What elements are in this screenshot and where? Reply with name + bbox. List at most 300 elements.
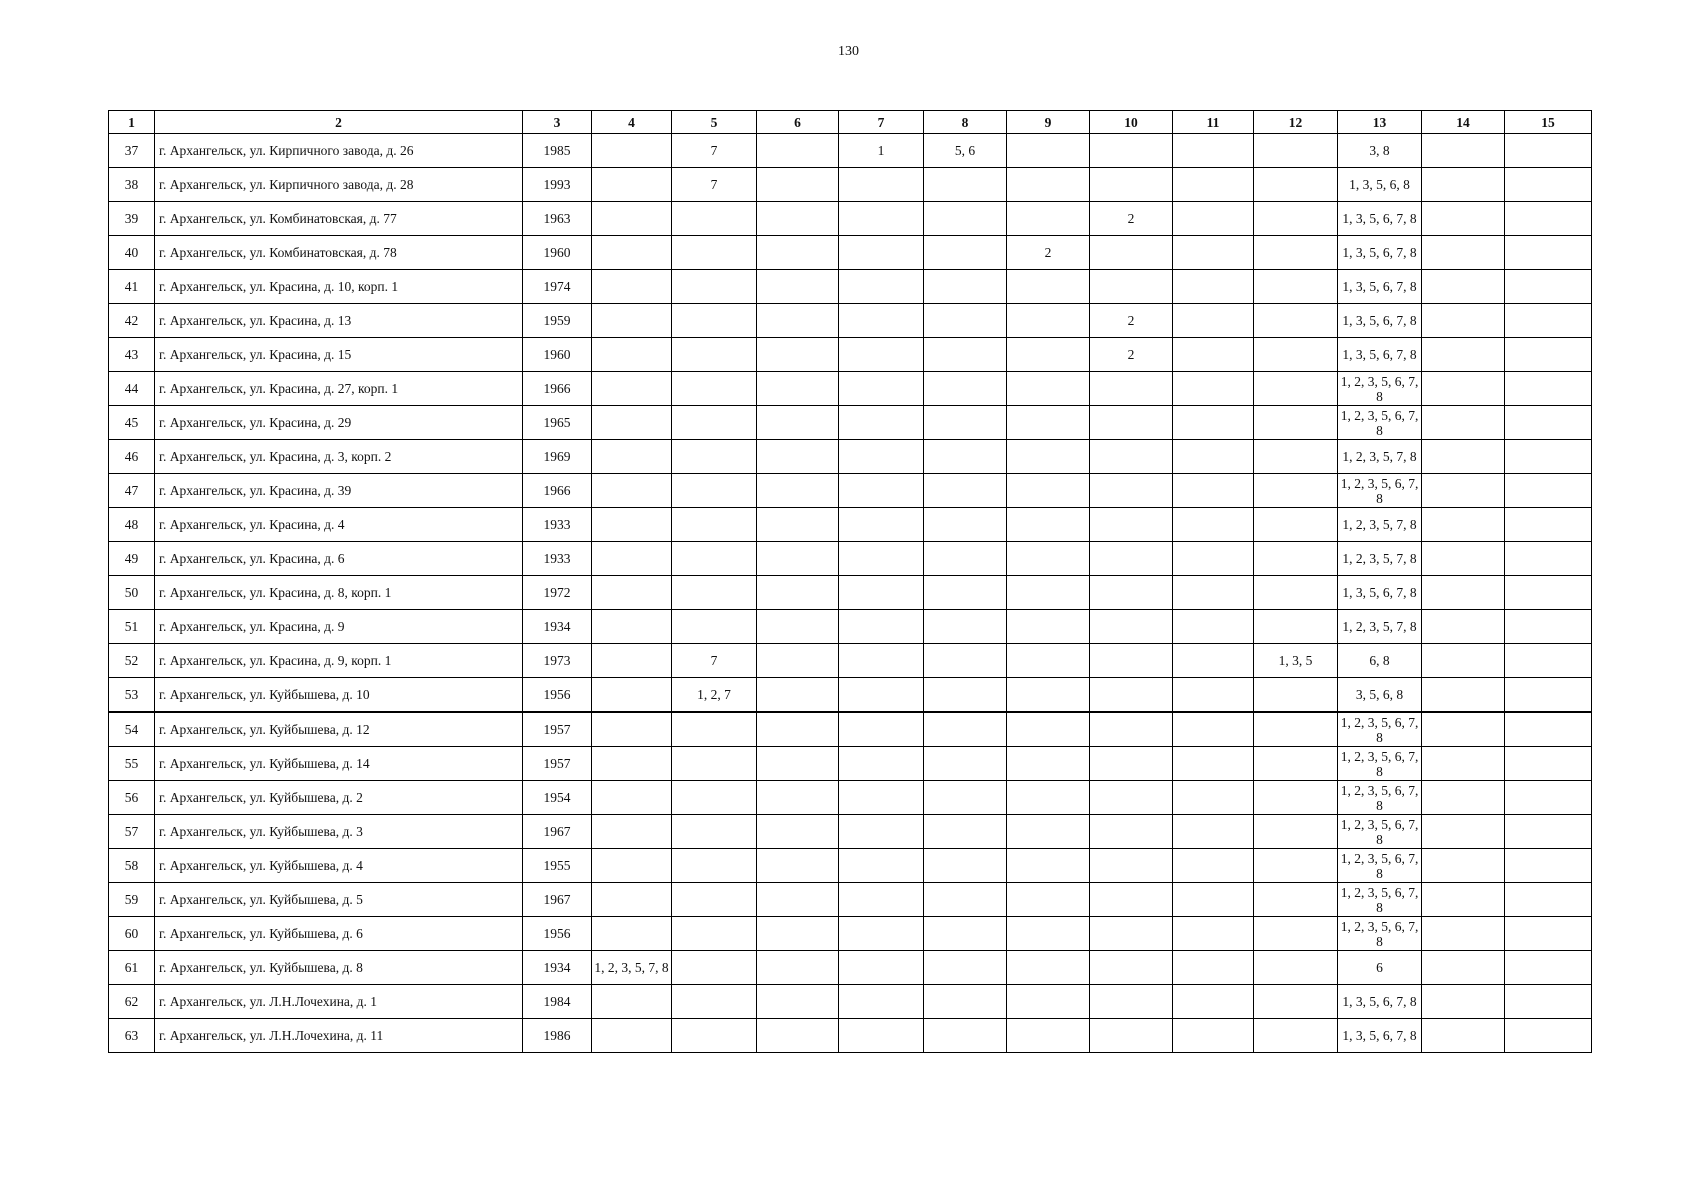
table-cell xyxy=(1007,202,1090,236)
table-cell: 3, 8 xyxy=(1338,134,1422,168)
header-cell: 1 xyxy=(109,111,155,134)
table-cell xyxy=(1090,951,1173,985)
table-cell xyxy=(1422,712,1505,747)
table-cell xyxy=(757,781,839,815)
table-cell xyxy=(1505,815,1592,849)
table-cell xyxy=(1254,951,1338,985)
table-cell xyxy=(757,849,839,883)
table-cell xyxy=(1090,508,1173,542)
table-cell: 48 xyxy=(109,508,155,542)
table-cell xyxy=(1422,508,1505,542)
table-cell xyxy=(1173,1019,1254,1053)
table-cell xyxy=(839,202,924,236)
table-row xyxy=(109,168,1592,202)
table-cell: 1966 xyxy=(523,474,592,508)
table-cell: 1, 2, 7 xyxy=(672,678,757,713)
table-cell: г. Архангельск, ул. Красина, д. 10, корп. 1 xyxy=(155,270,523,304)
table-cell xyxy=(757,747,839,781)
table-cell: 1934 xyxy=(523,610,592,644)
table-cell xyxy=(1505,678,1592,713)
table-cell xyxy=(1173,747,1254,781)
table-cell: г. Архангельск, ул. Комбинатовская, д. 77 xyxy=(155,202,523,236)
table-cell: 1, 3, 5, 6, 7, 8 xyxy=(1338,338,1422,372)
table-cell xyxy=(672,815,757,849)
table-cell: 7 xyxy=(672,644,757,678)
table-row xyxy=(109,712,1592,747)
table-cell xyxy=(1007,406,1090,440)
table-cell xyxy=(924,1019,1007,1053)
header-cell: 12 xyxy=(1254,111,1338,134)
table-cell xyxy=(1007,610,1090,644)
table-row xyxy=(109,849,1592,883)
header-cell: 14 xyxy=(1422,111,1505,134)
table-cell: 1, 2, 3, 5, 6, 7, 8 xyxy=(1338,883,1422,917)
table-cell: 1985 xyxy=(523,134,592,168)
table-cell: 1984 xyxy=(523,985,592,1019)
table-cell: 1, 3, 5, 6, 8 xyxy=(1338,168,1422,202)
table-cell xyxy=(1422,474,1505,508)
table-cell xyxy=(592,406,672,440)
table-cell xyxy=(1090,883,1173,917)
table-cell xyxy=(757,985,839,1019)
table-cell xyxy=(592,747,672,781)
table-cell: 1972 xyxy=(523,576,592,610)
table-cell xyxy=(924,542,1007,576)
table-cell xyxy=(1090,576,1173,610)
table-cell: 1967 xyxy=(523,815,592,849)
table-cell: 1959 xyxy=(523,304,592,338)
table-cell xyxy=(839,610,924,644)
table-cell: 62 xyxy=(109,985,155,1019)
table-cell xyxy=(757,1019,839,1053)
header-cell: 8 xyxy=(924,111,1007,134)
table-cell xyxy=(672,985,757,1019)
table-cell: 42 xyxy=(109,304,155,338)
table-cell xyxy=(1254,747,1338,781)
table-cell xyxy=(592,202,672,236)
table-cell xyxy=(839,236,924,270)
table-cell xyxy=(1422,440,1505,474)
table-cell: 45 xyxy=(109,406,155,440)
table-cell xyxy=(1505,917,1592,951)
table-cell xyxy=(1254,236,1338,270)
table-cell xyxy=(757,134,839,168)
table-cell: 1934 xyxy=(523,951,592,985)
table-cell xyxy=(839,542,924,576)
table-cell xyxy=(1505,372,1592,406)
table-cell xyxy=(1090,270,1173,304)
table-cell xyxy=(924,474,1007,508)
table-cell xyxy=(1422,270,1505,304)
table-cell xyxy=(1254,849,1338,883)
table-cell xyxy=(1505,576,1592,610)
table-cell xyxy=(592,508,672,542)
table-row xyxy=(109,1019,1592,1053)
table-cell xyxy=(1505,508,1592,542)
table-cell: г. Архангельск, ул. Л.Н.Лочехина, д. 11 xyxy=(155,1019,523,1053)
table-cell xyxy=(672,236,757,270)
table-cell xyxy=(672,951,757,985)
table-cell xyxy=(1173,202,1254,236)
table-cell xyxy=(839,508,924,542)
table-cell xyxy=(1007,985,1090,1019)
table-cell xyxy=(592,712,672,747)
table-cell xyxy=(592,542,672,576)
table-cell xyxy=(1173,270,1254,304)
table-cell xyxy=(1090,747,1173,781)
table-row xyxy=(109,644,1592,678)
table-cell: 56 xyxy=(109,781,155,815)
table-cell xyxy=(1422,1019,1505,1053)
table-cell: 57 xyxy=(109,815,155,849)
header-cell: 6 xyxy=(757,111,839,134)
table-cell xyxy=(924,168,1007,202)
table-cell xyxy=(757,236,839,270)
table-cell xyxy=(924,508,1007,542)
table-cell xyxy=(1254,304,1338,338)
table-cell xyxy=(672,440,757,474)
table-cell: 6 xyxy=(1338,951,1422,985)
table-cell xyxy=(1422,304,1505,338)
table-cell xyxy=(1505,610,1592,644)
table-cell: 1960 xyxy=(523,236,592,270)
table-cell xyxy=(1173,508,1254,542)
table-cell xyxy=(672,917,757,951)
table-cell xyxy=(924,304,1007,338)
header-cell: 11 xyxy=(1173,111,1254,134)
table-cell xyxy=(924,917,1007,951)
table-cell: г. Архангельск, ул. Комбинатовская, д. 78 xyxy=(155,236,523,270)
table-cell: г. Архангельск, ул. Куйбышева, д. 8 xyxy=(155,951,523,985)
table-cell: 1, 2, 3, 5, 6, 7, 8 xyxy=(1338,474,1422,508)
table-cell xyxy=(1007,951,1090,985)
table-cell: 2 xyxy=(1090,202,1173,236)
table-cell xyxy=(924,849,1007,883)
table-cell xyxy=(839,644,924,678)
table-cell: г. Архангельск, ул. Красина, д. 9, корп. 1 xyxy=(155,644,523,678)
table-cell xyxy=(1505,849,1592,883)
table-cell: 60 xyxy=(109,917,155,951)
table-cell xyxy=(1090,1019,1173,1053)
table-cell xyxy=(1007,1019,1090,1053)
table-cell xyxy=(1173,849,1254,883)
table-row xyxy=(109,236,1592,270)
table-cell xyxy=(757,270,839,304)
table-cell xyxy=(1090,849,1173,883)
table-cell xyxy=(1007,168,1090,202)
table-cell xyxy=(1422,883,1505,917)
table-cell xyxy=(924,202,1007,236)
table-row xyxy=(109,542,1592,576)
header-cell: 3 xyxy=(523,111,592,134)
table-cell: 63 xyxy=(109,1019,155,1053)
table-cell xyxy=(924,236,1007,270)
table-cell xyxy=(592,576,672,610)
table-cell: 2 xyxy=(1090,304,1173,338)
table-cell: 1957 xyxy=(523,712,592,747)
table-cell xyxy=(757,168,839,202)
table-cell xyxy=(757,542,839,576)
table-row xyxy=(109,678,1592,713)
table-cell: г. Архангельск, ул. Куйбышева, д. 5 xyxy=(155,883,523,917)
table-cell xyxy=(1007,474,1090,508)
table-cell xyxy=(592,781,672,815)
table-cell xyxy=(1422,576,1505,610)
table-cell xyxy=(924,985,1007,1019)
table-cell xyxy=(592,644,672,678)
table-cell xyxy=(592,270,672,304)
table-cell: 1, 3, 5 xyxy=(1254,644,1338,678)
table-cell xyxy=(757,610,839,644)
table-cell xyxy=(592,168,672,202)
table-cell xyxy=(839,168,924,202)
table-cell: 1956 xyxy=(523,917,592,951)
table-cell xyxy=(1422,849,1505,883)
table-cell xyxy=(1254,1019,1338,1053)
table-cell: 37 xyxy=(109,134,155,168)
table-cell xyxy=(1505,712,1592,747)
table-cell: 49 xyxy=(109,542,155,576)
table-cell: 1, 2, 3, 5, 6, 7, 8 xyxy=(1338,406,1422,440)
table-cell: г. Архангельск, ул. Куйбышева, д. 10 xyxy=(155,678,523,713)
table-cell xyxy=(1090,781,1173,815)
table-cell: 44 xyxy=(109,372,155,406)
table-cell xyxy=(1254,338,1338,372)
table-cell xyxy=(1090,372,1173,406)
table-cell xyxy=(1254,678,1338,713)
table-cell xyxy=(592,985,672,1019)
table-row xyxy=(109,747,1592,781)
table-cell xyxy=(757,815,839,849)
table-cell: 54 xyxy=(109,712,155,747)
table-cell xyxy=(839,883,924,917)
table-cell: 1954 xyxy=(523,781,592,815)
table-cell xyxy=(672,270,757,304)
table-cell xyxy=(672,508,757,542)
table-cell xyxy=(924,338,1007,372)
table-cell xyxy=(839,576,924,610)
table-cell xyxy=(1254,985,1338,1019)
table-cell xyxy=(592,815,672,849)
header-cell: 9 xyxy=(1007,111,1090,134)
table-cell: г. Архангельск, ул. Красина, д. 15 xyxy=(155,338,523,372)
table-cell xyxy=(757,917,839,951)
table-cell xyxy=(839,917,924,951)
table-cell xyxy=(1173,372,1254,406)
table-cell xyxy=(757,951,839,985)
header-cell: 4 xyxy=(592,111,672,134)
table-cell xyxy=(757,474,839,508)
table-cell xyxy=(592,917,672,951)
table-cell xyxy=(1007,678,1090,713)
table-cell xyxy=(1422,134,1505,168)
table-cell xyxy=(592,440,672,474)
table-cell xyxy=(924,270,1007,304)
table-cell xyxy=(1090,678,1173,713)
table-cell xyxy=(1422,542,1505,576)
table-row xyxy=(109,304,1592,338)
table-cell: г. Архангельск, ул. Л.Н.Лочехина, д. 1 xyxy=(155,985,523,1019)
table-cell xyxy=(757,712,839,747)
table-cell: 1965 xyxy=(523,406,592,440)
table-cell: 1933 xyxy=(523,508,592,542)
table-cell xyxy=(1173,985,1254,1019)
table-cell xyxy=(1505,440,1592,474)
table-cell xyxy=(1007,815,1090,849)
table-cell: 46 xyxy=(109,440,155,474)
table-cell xyxy=(592,883,672,917)
table-cell xyxy=(1007,712,1090,747)
table-cell xyxy=(1173,644,1254,678)
table-cell xyxy=(1007,372,1090,406)
table-cell xyxy=(1090,610,1173,644)
table-cell: г. Архангельск, ул. Красина, д. 13 xyxy=(155,304,523,338)
table-cell xyxy=(1422,406,1505,440)
table-cell xyxy=(1007,338,1090,372)
table-cell xyxy=(1007,917,1090,951)
table-cell: 1986 xyxy=(523,1019,592,1053)
table-cell: 1, 3, 5, 6, 7, 8 xyxy=(1338,236,1422,270)
table-cell xyxy=(924,883,1007,917)
page-number: 130 xyxy=(838,44,859,59)
table-cell: 1933 xyxy=(523,542,592,576)
table-cell xyxy=(1090,406,1173,440)
table-cell xyxy=(924,747,1007,781)
table-cell: г. Архангельск, ул. Куйбышева, д. 12 xyxy=(155,712,523,747)
table-cell: 43 xyxy=(109,338,155,372)
table-cell xyxy=(839,951,924,985)
table-cell: 1, 3, 5, 6, 7, 8 xyxy=(1338,304,1422,338)
table-cell: 1, 2, 3, 5, 6, 7, 8 xyxy=(1338,712,1422,747)
table-cell xyxy=(839,985,924,1019)
table-cell xyxy=(1422,815,1505,849)
table-row xyxy=(109,917,1592,951)
table-cell xyxy=(1254,508,1338,542)
table-row xyxy=(109,474,1592,508)
table-cell xyxy=(1173,168,1254,202)
table-cell xyxy=(757,372,839,406)
table-row xyxy=(109,576,1592,610)
table-cell: 7 xyxy=(672,134,757,168)
table-cell xyxy=(839,849,924,883)
table-row xyxy=(109,440,1592,474)
table-cell xyxy=(1422,747,1505,781)
table-cell xyxy=(1422,951,1505,985)
table-cell xyxy=(1173,917,1254,951)
table-cell xyxy=(672,304,757,338)
table-cell xyxy=(592,372,672,406)
table-cell: 1, 2, 3, 5, 7, 8 xyxy=(1338,542,1422,576)
table-cell xyxy=(672,849,757,883)
table-cell: 38 xyxy=(109,168,155,202)
table-cell xyxy=(1090,134,1173,168)
table-cell: г. Архангельск, ул. Красина, д. 39 xyxy=(155,474,523,508)
table-row xyxy=(109,508,1592,542)
table-cell xyxy=(839,474,924,508)
table-cell xyxy=(1173,712,1254,747)
table-cell: 1, 3, 5, 6, 7, 8 xyxy=(1338,270,1422,304)
table-cell: 5, 6 xyxy=(924,134,1007,168)
table-cell xyxy=(672,781,757,815)
table-cell xyxy=(924,678,1007,713)
table-cell xyxy=(1505,406,1592,440)
table-cell xyxy=(672,474,757,508)
table-cell xyxy=(672,372,757,406)
table-row xyxy=(109,406,1592,440)
table-cell: 61 xyxy=(109,951,155,985)
table-cell xyxy=(1505,985,1592,1019)
table-cell xyxy=(1505,168,1592,202)
table-row xyxy=(109,985,1592,1019)
table-cell xyxy=(1007,747,1090,781)
table-cell: г. Архангельск, ул. Красина, д. 8, корп. 1 xyxy=(155,576,523,610)
table-cell xyxy=(1090,236,1173,270)
header-row xyxy=(109,111,1592,134)
table-cell xyxy=(1254,168,1338,202)
table-cell xyxy=(1505,304,1592,338)
table-cell: 1955 xyxy=(523,849,592,883)
table-cell: 1956 xyxy=(523,678,592,713)
table-row xyxy=(109,815,1592,849)
table-cell xyxy=(757,883,839,917)
table-cell xyxy=(1173,440,1254,474)
table-cell xyxy=(1254,202,1338,236)
table-cell xyxy=(1254,815,1338,849)
table-cell xyxy=(839,1019,924,1053)
table-cell xyxy=(1090,917,1173,951)
table-cell xyxy=(592,304,672,338)
header-cell: 10 xyxy=(1090,111,1173,134)
table-cell xyxy=(1505,951,1592,985)
table-cell xyxy=(757,202,839,236)
table-cell xyxy=(1422,985,1505,1019)
table-cell xyxy=(1422,781,1505,815)
table-cell xyxy=(1254,917,1338,951)
table-cell xyxy=(592,1019,672,1053)
table-cell xyxy=(1007,508,1090,542)
table-cell: г. Архангельск, ул. Куйбышева, д. 3 xyxy=(155,815,523,849)
table-cell: 1960 xyxy=(523,338,592,372)
table-cell: 1, 3, 5, 6, 7, 8 xyxy=(1338,202,1422,236)
table-cell: г. Архангельск, ул. Куйбышева, д. 2 xyxy=(155,781,523,815)
table-cell xyxy=(1254,610,1338,644)
table-cell: 1 xyxy=(839,134,924,168)
table-cell: 53 xyxy=(109,678,155,713)
table-cell xyxy=(1007,849,1090,883)
table-cell xyxy=(1254,883,1338,917)
table-cell xyxy=(839,338,924,372)
table-cell xyxy=(672,747,757,781)
table-cell xyxy=(1007,304,1090,338)
table-cell xyxy=(592,678,672,713)
table-cell xyxy=(1505,644,1592,678)
table-cell: г. Архангельск, ул. Куйбышева, д. 6 xyxy=(155,917,523,951)
table-cell: г. Архангельск, ул. Куйбышева, д. 4 xyxy=(155,849,523,883)
table-body xyxy=(109,134,1592,1053)
table-cell xyxy=(1090,815,1173,849)
table-cell: 3, 5, 6, 8 xyxy=(1338,678,1422,713)
table-cell: 1, 2, 3, 5, 7, 8 xyxy=(1338,440,1422,474)
table-cell xyxy=(1422,202,1505,236)
table-cell xyxy=(1173,781,1254,815)
table-row xyxy=(109,338,1592,372)
table-cell xyxy=(1173,304,1254,338)
table-cell xyxy=(924,576,1007,610)
table-cell xyxy=(1422,236,1505,270)
table-cell xyxy=(1007,576,1090,610)
table-cell xyxy=(1505,134,1592,168)
table-cell xyxy=(592,849,672,883)
